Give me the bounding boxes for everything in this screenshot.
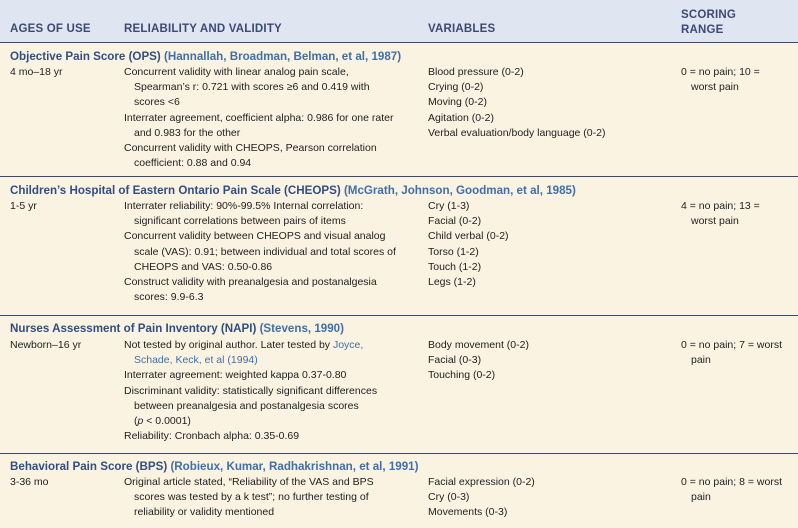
napi-scoring-line: pain: [691, 354, 711, 367]
cheops-title-name: Children’s Hospital of Eastern Ontario Pain Scale (CHEOPS): [10, 184, 344, 197]
cheops-rel-line: Interrater reliability: 90%-99.5% Internal correlation:: [124, 200, 364, 212]
cheops-scoring-line: 4 = no pain; 13 =: [681, 200, 760, 212]
ops-rel-line: coefficient: 0.88 and 0.94: [134, 157, 252, 170]
cheops-rel-line: scale (VAS): 0.91; between individual and total scores of: [134, 245, 396, 258]
napi-rel-line: [124, 353, 377, 368]
ops-age-text: 4 mo–18 yr: [10, 66, 63, 78]
ops-rel-line: Concurrent validity with linear analog pain scale,: [124, 66, 349, 78]
bps-title-name: Behavioral Pain Score (BPS): [10, 460, 171, 473]
cheops-variable: Touch (1-2): [428, 260, 482, 273]
ops-title-name: Objective Pain Score (OPS): [10, 50, 164, 63]
napi-rel-line: between preanalgesia and postanalgesia scores: [134, 399, 359, 412]
napi-rel-text: Not tested by original author. Later tested by: [124, 339, 333, 351]
bps-reliability: [124, 475, 374, 521]
ops-age: [10, 65, 63, 80]
bps-variable: Facial expression (0-2): [428, 476, 535, 488]
cheops-citation-link[interactable]: (McGrath, Johnson, Goodman, et al, 1985): [343, 184, 576, 197]
ops-rel-line: Spearman’s r: 0.721 with scores ≥6 and 0.419 with: [134, 81, 370, 94]
header-scoring-1: SCORING: [681, 9, 737, 21]
ops-variable: Crying (0-2): [428, 81, 484, 94]
header-variables: VARIABLES: [428, 23, 496, 35]
ops-variable: Blood pressure (0-2): [428, 66, 524, 78]
napi-rel-text: < 0.0001): [143, 414, 191, 427]
bps-variable: Movements (0-3): [428, 506, 508, 519]
cheops-variable: Torso (1-2): [428, 245, 479, 258]
bps-scoring: [681, 475, 782, 505]
bps-rel-line: scores was tested by a k test”; no further testing of: [134, 491, 369, 504]
ops-rel-line: Concurrent validity with CHEOPS, Pearson correlation: [124, 141, 377, 154]
bps-scoring-line: pain: [691, 491, 711, 504]
napi-title: [10, 321, 344, 337]
napi-rel-line: Discriminant validity: statistically significant differences: [124, 384, 378, 397]
napi-scoring-line: 0 = no pain; 7 = worst: [681, 339, 782, 351]
ops-citation-link[interactable]: (Hannallah, Broadman, Belman, et al, 1987): [164, 50, 402, 63]
cheops-title: [10, 183, 576, 199]
section-divider: [0, 453, 798, 454]
cheops-variable: Cry (1-3): [428, 200, 470, 212]
header-ages: AGES OF USE: [10, 23, 91, 35]
cheops-scoring: [681, 199, 760, 229]
cheops-age-text: 1-5 yr: [10, 200, 37, 212]
bps-title: [10, 459, 419, 475]
ops-rel-line: scores <6: [134, 96, 180, 109]
ops-scoring-line: 0 = no pain; 10 =: [681, 66, 760, 78]
bps-rel-line: Original article stated, “Reliability of the VAS and BPS: [124, 476, 374, 488]
napi-reliability: [124, 338, 377, 444]
napi-age: [10, 338, 81, 353]
napi-rel-line: Reliability: Cronbach alpha: 0.35-0.69: [124, 430, 300, 443]
ops-variable: Agitation (0-2): [428, 111, 494, 124]
napi-variables: [428, 338, 529, 384]
napi-rel-line: [124, 414, 377, 429]
ops-reliability: [124, 65, 393, 171]
napi-citation-link[interactable]: (Stevens, 1990): [259, 322, 344, 335]
bps-variables: [428, 475, 535, 521]
napi-variable: Body movement (0-2): [428, 339, 529, 351]
section-divider: [0, 315, 798, 316]
cheops-rel-line: significant correlations between pairs of items: [134, 215, 346, 228]
napi-rel-line: Interrater agreement: weighted kappa 0.37-0.80: [124, 369, 347, 382]
cheops-rel-line: scores: 9.9-6.3: [134, 291, 204, 304]
napi-title-name: Nurses Assessment of Pain Inventory (NAPI): [10, 322, 260, 335]
ops-variable: Verbal evaluation/body language (0-2): [428, 126, 606, 139]
bps-citation-link[interactable]: (Robieux, Kumar, Radhakrishnan, et al, 1991): [170, 460, 419, 473]
section-divider: [0, 176, 798, 177]
cheops-rel-line: Concurrent validity between CHEOPS and visual analog: [124, 230, 386, 243]
cheops-rel-line: Construct validity with preanalgesia and postanalgesia: [124, 275, 377, 288]
cheops-variable: Legs (1-2): [428, 275, 476, 288]
napi-scoring: [681, 338, 782, 368]
ops-scoring-line: worst pain: [691, 81, 739, 94]
cheops-variable: Child verbal (0-2): [428, 230, 509, 243]
bps-scoring-line: 0 = no pain; 8 = worst: [681, 476, 782, 488]
header-scoring-2: RANGE: [681, 24, 724, 36]
ops-title: [10, 49, 401, 65]
p-value-symbol: p: [137, 414, 144, 427]
bps-variable: Cry (0-3): [428, 491, 470, 504]
cheops-variables: [428, 199, 509, 290]
header-reliability: RELIABILITY AND VALIDITY: [124, 23, 282, 35]
napi-rel-text: (: [134, 414, 138, 427]
napi-variable: Facial (0-3): [428, 354, 482, 367]
ops-variable: Moving (0-2): [428, 96, 487, 109]
table-header: [0, 0, 798, 42]
bps-age-text: 3-36 mo: [10, 476, 49, 488]
napi-variable: Touching (0-2): [428, 369, 496, 382]
ops-scoring: [681, 65, 760, 95]
bps-rel-line: reliability or validity mentioned: [134, 506, 275, 519]
ops-variables: [428, 65, 605, 141]
cheops-variable: Facial (0-2): [428, 215, 482, 228]
napi-rel-line: [124, 338, 377, 353]
header-divider: [0, 42, 798, 43]
ops-rel-line: and 0.983 for the other: [134, 126, 241, 139]
joyce-citation-link-cont[interactable]: Schade, Keck, et al (1994): [134, 354, 258, 367]
napi-age-text: Newborn–16 yr: [10, 339, 82, 351]
joyce-citation-link[interactable]: Joyce,: [332, 339, 364, 351]
cheops-reliability: [124, 199, 396, 305]
cheops-scoring-line: worst pain: [691, 215, 739, 228]
cheops-age: [10, 199, 37, 214]
bps-age: [10, 475, 49, 490]
ops-rel-line: Interrater agreement, coefficient alpha: 0.986 for one rater: [124, 111, 394, 124]
cheops-rel-line: CHEOPS and VAS: 0.50-0.86: [134, 260, 273, 273]
